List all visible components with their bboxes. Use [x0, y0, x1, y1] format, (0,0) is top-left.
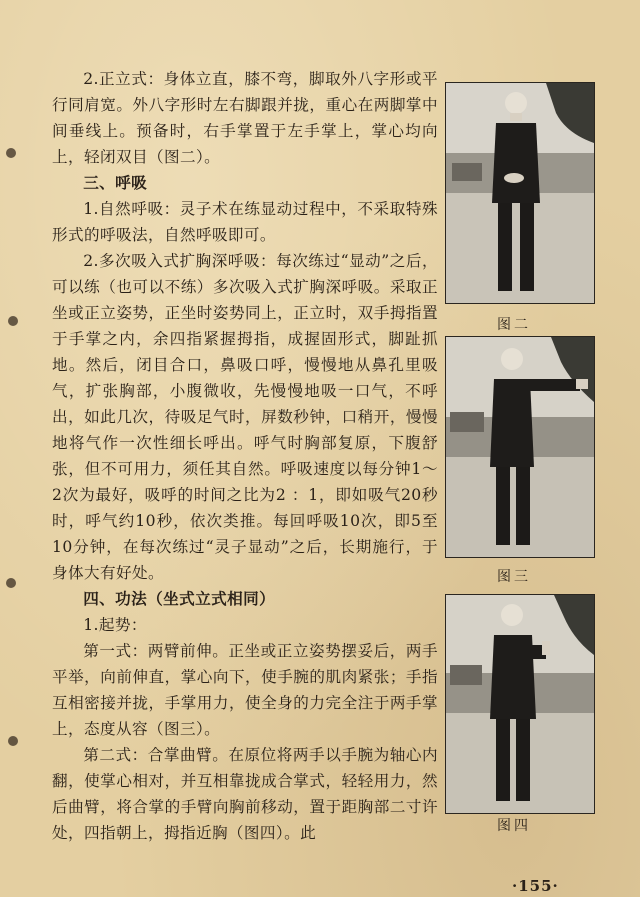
paragraph-stance: 2.正立式：身体立直，膝不弯，脚取外八字形或平行同肩宽。外八字形时左右脚跟并拢，重心在两脚掌中间垂线上。预备时，右手掌置于左手掌上，掌心均向上，轻闭双目（图二）。 — [52, 70, 438, 166]
page-number: ·155· — [512, 877, 559, 895]
binding-hole — [6, 148, 16, 158]
figure-3-caption: 图三 — [497, 569, 531, 585]
section-heading-method: 四、功法（坐式立式相同） — [83, 589, 276, 608]
man-palms-together-photo — [446, 595, 594, 813]
subheading-start: 1.起势： — [83, 616, 147, 634]
paragraph-form-one: 第一式：两臂前伸。正坐或正立姿势摆妥后，两手平举，向前伸直，掌心向下，使手腕的肌肉紧张；手指互相密接并拢，手掌用力，使全身的力完全注于两手掌上，态度从容（图三）。 — [52, 642, 438, 738]
figure-2-caption: 图二 — [497, 317, 531, 333]
paragraph-deep-breathing: 2.多次吸入式扩胸深呼吸：每次练过“显动”之后，可以练（也可以不练）多次吸入式扩胸深呼吸。采取正坐或正立姿势，正坐时姿势同上，正立时，双手拇指置于手掌之内，余四指紧握拇指，成握固形式，脚趾抓地。然后，闭目合口，鼻吸口呼，慢慢地从鼻孔里吸气，扩张胸部，小腹微收，先慢慢地吸一口气，不呼出，如此几次，待吸足气时，屏数秒钟，口稍开，慢慢地将气作一次性细长呼出。呼气时胸部复原，下腹舒张，但不可用力，须任其自然。呼吸速度以每分钟1～2次为最好，吸呼的时间之比为2 ：1，即如吸气20秒时，呼气约10秒，依次类推。每回呼吸10次，即5至10分钟，在每次练过“灵子显动”之后，长期施行，于身体大有好处。 — [52, 252, 438, 582]
figure-3-photo — [445, 336, 595, 558]
paragraph-form-two: 第二式：合掌曲臂。在原位将两手以手腕为轴心内翻，使掌心相对，并互相靠拢成合掌式，轻轻用力，然后曲臂，将合掌的手臂向胸前移动，置于距胸部二寸许处，四指朝上，拇指近胸（图四）。此 — [52, 746, 438, 842]
standing-man-photo — [446, 83, 594, 303]
binding-hole — [6, 578, 16, 588]
binding-hole — [8, 736, 18, 746]
figure-2-photo — [445, 82, 595, 304]
figure-4-photo — [445, 594, 595, 814]
paragraph-natural-breathing: 1.自然呼吸：灵子术在练显动过程中，不采取特殊形式的呼吸法，自然呼吸即可。 — [52, 200, 438, 244]
section-heading-breathing: 三、呼吸 — [83, 173, 148, 192]
body-text — [52, 66, 438, 846]
figure-4-caption: 图四 — [497, 818, 531, 834]
binding-hole — [8, 316, 18, 326]
man-arms-forward-photo — [446, 337, 594, 557]
